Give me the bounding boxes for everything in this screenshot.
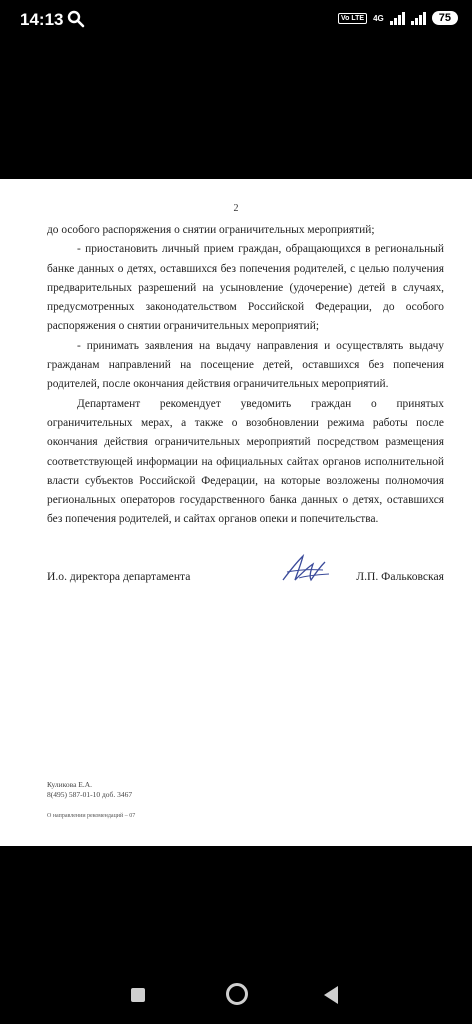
paragraph: - приостановить личный прием граждан, обращающихся в региональный банке данных о детях, оставшихся без попечения родителей, с целью получения предварительных разрешений на усыновление (удочерение) детей в случаях, предусмотренных законодательством Российской Федерации, до особого распоряжения о снятии ограничительных мероприятий; xyxy=(47,243,444,333)
status-time: 14:13 xyxy=(20,10,64,29)
contact-info xyxy=(47,780,132,800)
signal-icon-2 xyxy=(411,11,426,25)
contact-name: Куликова Е.А. xyxy=(47,780,93,789)
handwritten-signature xyxy=(279,550,333,586)
footer-note: О направлении рекомендаций – 07 xyxy=(47,813,136,819)
document-page[interactable] xyxy=(0,179,472,846)
home-icon[interactable] xyxy=(226,983,248,1005)
page-number: 2 xyxy=(233,203,239,214)
battery-indicator: 75 xyxy=(432,11,458,25)
back-icon[interactable] xyxy=(324,986,338,1004)
signal-icon xyxy=(390,11,405,25)
signature-title: И.о. директора департамента xyxy=(47,570,191,583)
navigation-bar xyxy=(0,846,472,1024)
recent-apps-icon[interactable] xyxy=(131,988,145,1002)
document-body xyxy=(47,221,444,530)
paragraph: - принимать заявления на выдачу направления и осуществлять выдачу гражданам направлений на посещение детей, оставшихся без попечения родителей, после окончания действия ограничительных мероприятий. xyxy=(47,339,444,391)
search-icon xyxy=(67,10,85,28)
status-bar xyxy=(0,0,472,40)
paragraph: до особого распоряжения о снятии ограничительных мероприятий; xyxy=(47,224,375,236)
contact-phone: 8(495) 587-01-10 доб. 3467 xyxy=(47,790,133,799)
signature-name: Л.П. Фальковская xyxy=(356,570,444,583)
volte-badge: Vo LTE xyxy=(338,13,367,24)
status-indicators xyxy=(338,11,458,25)
network-type: 4G xyxy=(373,13,384,23)
paragraph: Департамент рекомендует уведомить граждан о принятых ограничительных мерах, а также о возобновлении режима работы после окончания действия ограничительных мероприятий посредством размещения соответствующей информации на официальных сайтах органов исполнительной власти субъектов Российской Федерации, на которые возложены полномочия региональных операторов государственного банка данных о детях, оставшихся без попечения родителей, и сайтах органов опеки и попечительства. xyxy=(47,397,444,526)
